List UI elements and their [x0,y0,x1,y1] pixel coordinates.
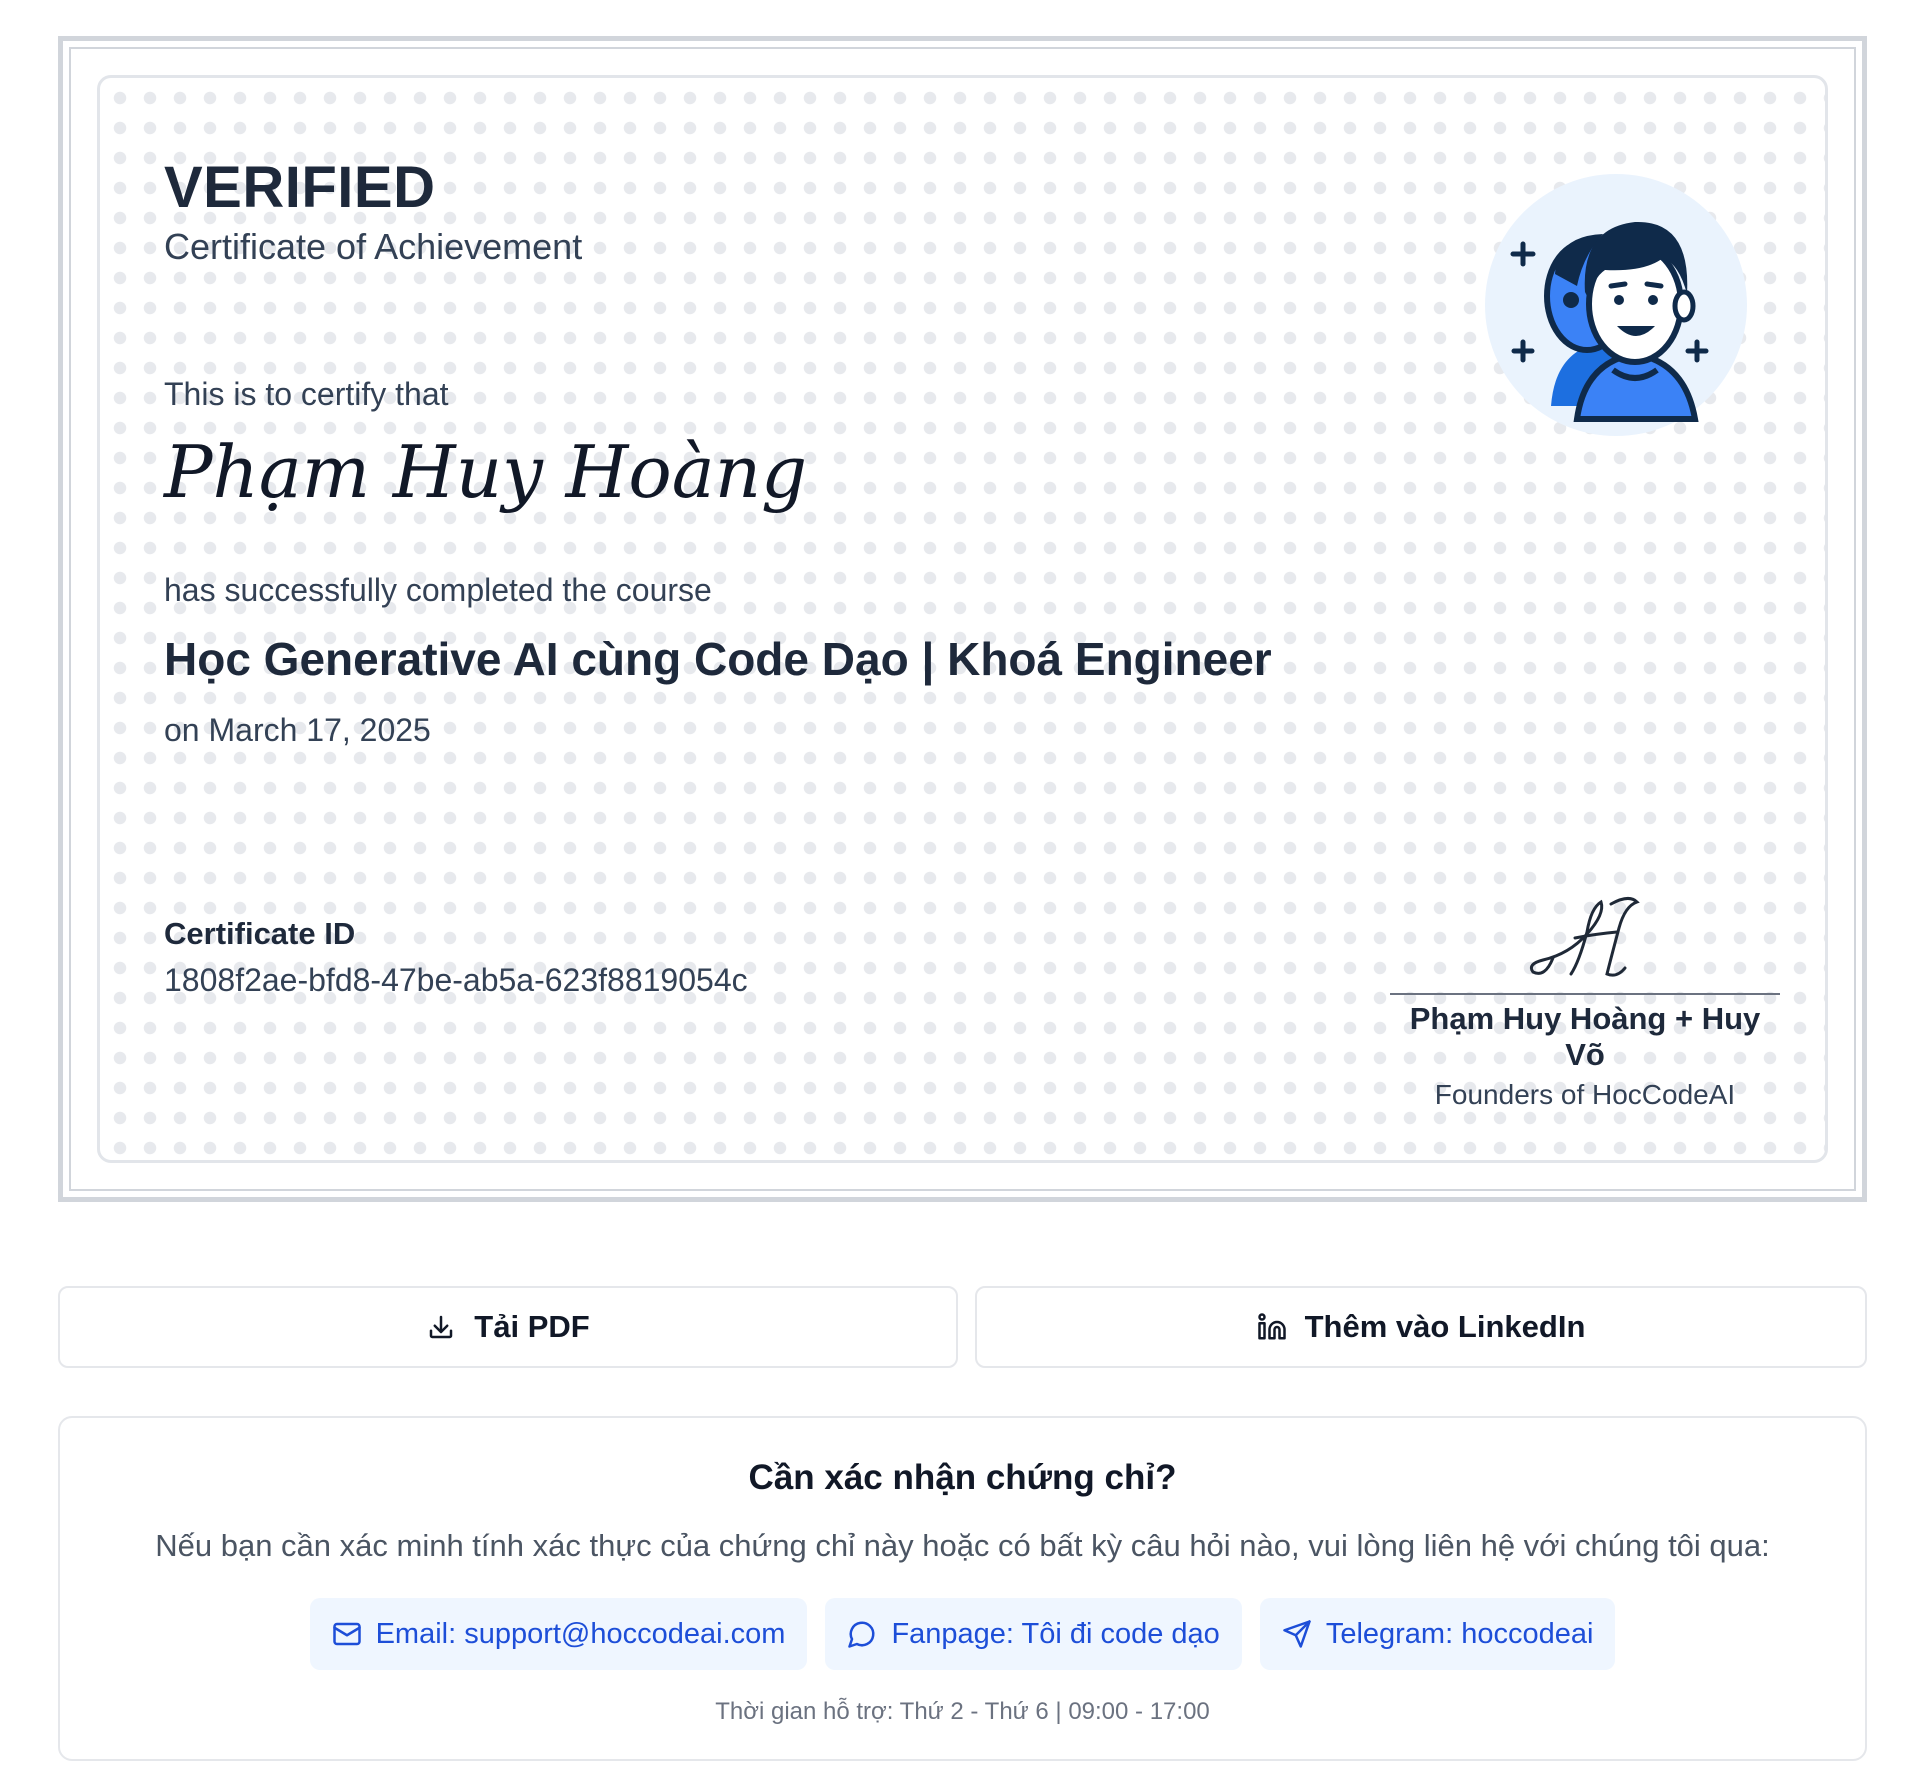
course-title: Học Generative AI cùng Code Dạo | Khoá Engineer [164,633,1272,685]
mail-icon [332,1619,362,1649]
add-to-linkedin-label: Thêm vào LinkedIn [1304,1309,1586,1344]
certificate-subtitle: Certificate of Achievement [164,226,583,267]
add-to-linkedin-button[interactable] [975,1286,1867,1368]
certificate-card [97,75,1828,1163]
verified-badge: VERIFIED [164,155,436,220]
certificate-frame [58,36,1867,1202]
send-icon [1282,1619,1312,1649]
download-icon [426,1312,456,1342]
signatory-role: Founders of HocCodeAI [1434,1079,1736,1110]
email-contact-link[interactable] [310,1598,808,1670]
linkedin-icon [1257,1312,1287,1342]
chat-bubble-icon [847,1619,877,1649]
telegram-contact-label: Telegram: hoccodeai [1325,1617,1594,1650]
contact-links [60,1598,1865,1670]
telegram-contact-link[interactable] [1260,1598,1616,1670]
certificate-id-label: Certificate ID [164,916,356,951]
verification-panel [58,1416,1867,1761]
download-pdf-label: Tải PDF [474,1309,590,1344]
download-pdf-button[interactable] [58,1286,958,1368]
support-hours: Thời gian hỗ trợ: Thứ 2 - Thứ 6 | 09:00 - 17:00 [715,1698,1210,1725]
signature-line [1390,993,1780,995]
founder-avatar-icon [1485,174,1747,436]
fanpage-contact-link[interactable] [825,1598,1241,1670]
signature-block [1390,888,1780,1111]
front-face-icon [1577,222,1695,419]
completed-text: has successfully completed the course [164,572,712,608]
certify-text: This is to certify that [164,376,449,412]
certificate-id-value: 1808f2ae-bfd8-47be-ab5a-623f8819054c [164,962,748,998]
email-contact-label: Email: support@hoccodeai.com [375,1617,786,1650]
completion-date: on March 17, 2025 [164,712,431,748]
recipient-name: Phạm Huy Hoàng [164,430,808,514]
verification-title: Cần xác nhận chứng chỉ? [748,1458,1177,1497]
fanpage-contact-label: Fanpage: Tôi đi code dạo [891,1617,1220,1650]
signatory-names: Phạm Huy Hoàng + Huy Võ [1409,1001,1761,1072]
signature-h-mark-icon [1525,888,1645,988]
verification-description: Nếu bạn cần xác minh tính xác thực của chứng chỉ này hoặc có bất kỳ câu hỏi nào, vui lòng liên hệ với chúng tôi qua: [155,1528,1770,1563]
certificate-border [69,47,1856,1191]
